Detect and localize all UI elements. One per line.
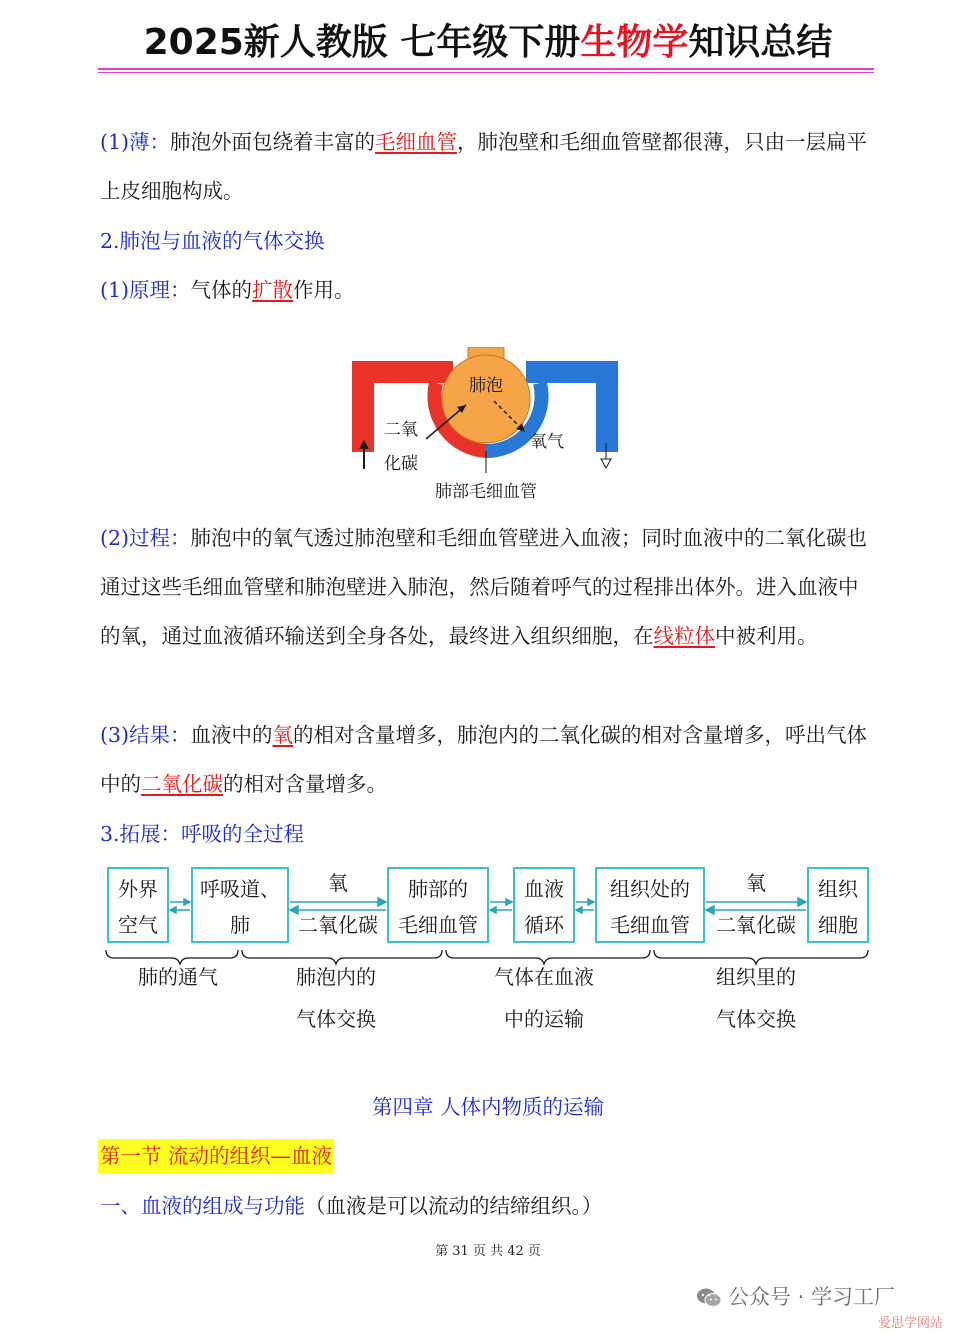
arrowhead (290, 906, 298, 914)
heading-blood-composition (100, 1182, 876, 1231)
box-text: 毛细血管 (610, 913, 690, 937)
key-term: 二氧化碳 (141, 772, 223, 796)
text-run: 气体的 (190, 278, 253, 302)
text-run: 血液中的 (190, 723, 273, 747)
paragraph-label: (1)薄： (100, 130, 171, 154)
header-rule-thin (98, 72, 874, 73)
box-text: 细胞 (818, 913, 858, 937)
text-run: 的相对含量增多，肺泡内的二氧化碳的相对含量增多，呼出气体中的 (100, 723, 868, 796)
paragraph-principle (100, 266, 876, 315)
wechat-icon (696, 1287, 722, 1309)
co2-label-1: 二氧 (384, 420, 418, 440)
alveolus-diagram (340, 347, 640, 507)
stage-label-tissue-exchange: 组织里的 (716, 965, 796, 989)
co2-label-2: 化碳 (384, 454, 418, 474)
paragraph-label: (1)原理： (100, 278, 191, 302)
title-highlight: 生物学 (580, 22, 689, 63)
paragraph-label: (3)结果： (100, 723, 191, 747)
arrowhead (184, 899, 190, 905)
arrowhead (490, 907, 496, 913)
gas-label-oxygen: 氧 (746, 871, 766, 895)
title-prefix: 2025新人教版 七年级下册 (143, 22, 581, 63)
box-text: 肺部的 (408, 877, 468, 901)
heading-gas-exchange: 2.肺泡与血液的气体交换 (100, 229, 325, 253)
page-number: 第 31 页 共 42 页 (435, 1244, 541, 1259)
arrowhead (706, 906, 714, 914)
arrowhead (798, 898, 806, 906)
box-text: 空气 (118, 913, 158, 937)
paragraph-result (100, 711, 876, 809)
brace-stage-1 (106, 950, 238, 964)
box-text: 组织 (818, 877, 858, 901)
page-header (0, 0, 976, 78)
text-run: 的相对含量增多。 (223, 772, 387, 796)
arrowhead (170, 907, 176, 913)
subheading-note: （血液是可以流动的结缔组织。） (305, 1194, 603, 1218)
text-run: 肺泡外面包绕着丰富的 (170, 130, 376, 154)
brace-stage-4 (654, 950, 868, 964)
o2-label: 氧气 (530, 432, 564, 452)
box-text: 毛细血管 (398, 913, 478, 937)
box-text: 组织处的 (610, 877, 690, 901)
gas-label-oxygen: 氧 (328, 871, 348, 895)
stage-label-transport: 中的运输 (504, 1007, 584, 1031)
subheading: 一、血液的组成与功能 (100, 1194, 305, 1218)
chapter-heading: 第四章 人体内物质的运输 (371, 1095, 605, 1119)
capillary-label: 肺部毛细血管 (435, 482, 537, 502)
title-suffix: 知识总结 (688, 22, 833, 63)
paragraph-label: (2)过程： (100, 526, 191, 550)
key-term: 线粒体 (653, 624, 715, 648)
heading-respiration-process: 3.拓展：呼吸的全过程 (100, 822, 305, 846)
key-term: 毛细血管 (375, 130, 458, 154)
key-term: 氧 (272, 723, 294, 747)
text-run: ，肺泡壁和毛细血管壁都很薄，只由一层扁平上皮细胞构成。 (100, 130, 868, 203)
header-rule (98, 68, 874, 70)
paragraph-thin (100, 118, 876, 216)
alveolus-label: 肺泡 (469, 376, 503, 396)
box-text: 肺 (230, 913, 250, 937)
text-run: 肺泡中的氧气透过肺泡壁和毛细血管壁进入血液；同时血液中的二氧化碳也通过这些毛细血管壁和肺泡壁进入肺泡，然后随着呼气的过程排出体外。进入血液中的氧，通过血液循环输送到全身各处，最终进入组织细胞，在 (100, 526, 868, 648)
arrowhead (506, 899, 512, 905)
box-text: 循环 (524, 913, 564, 937)
document-title (0, 14, 976, 65)
key-term: 扩散 (252, 278, 294, 302)
box-text: 血液 (524, 877, 564, 901)
arrowhead (378, 898, 386, 906)
watermark-text: 公众号 · 学习工厂 (728, 1285, 896, 1309)
outflow-arrowhead (601, 459, 611, 468)
arrowhead (576, 907, 582, 913)
box-text: 外界 (118, 877, 158, 901)
respiration-flow-diagram (100, 858, 876, 1048)
site-watermark: 爱思学网站 (878, 1316, 944, 1331)
alveolus (442, 355, 530, 443)
brace-stage-2 (242, 950, 442, 964)
wechat-watermark (696, 1282, 895, 1312)
stage-label-transport: 气体在血液 (494, 965, 594, 989)
arrowhead (588, 899, 594, 905)
stage-label-tissue-exchange: 气体交换 (716, 1007, 796, 1031)
gas-label-co2: 二氧化碳 (716, 913, 796, 937)
box-text: 呼吸道、 (200, 877, 280, 901)
section-heading: 第一节 流动的组织—血液 (98, 1139, 334, 1174)
brace-stage-3 (446, 950, 650, 964)
stage-label-ventilation: 肺的通气 (138, 965, 218, 989)
text-run: 中被利用。 (715, 624, 818, 648)
paragraph-process (100, 514, 876, 661)
text-run: 作用。 (293, 278, 355, 302)
gas-label-co2: 二氧化碳 (298, 913, 378, 937)
stage-label-alveolar-exchange: 肺泡内的 (296, 965, 376, 989)
stage-label-alveolar-exchange: 气体交换 (296, 1007, 376, 1031)
